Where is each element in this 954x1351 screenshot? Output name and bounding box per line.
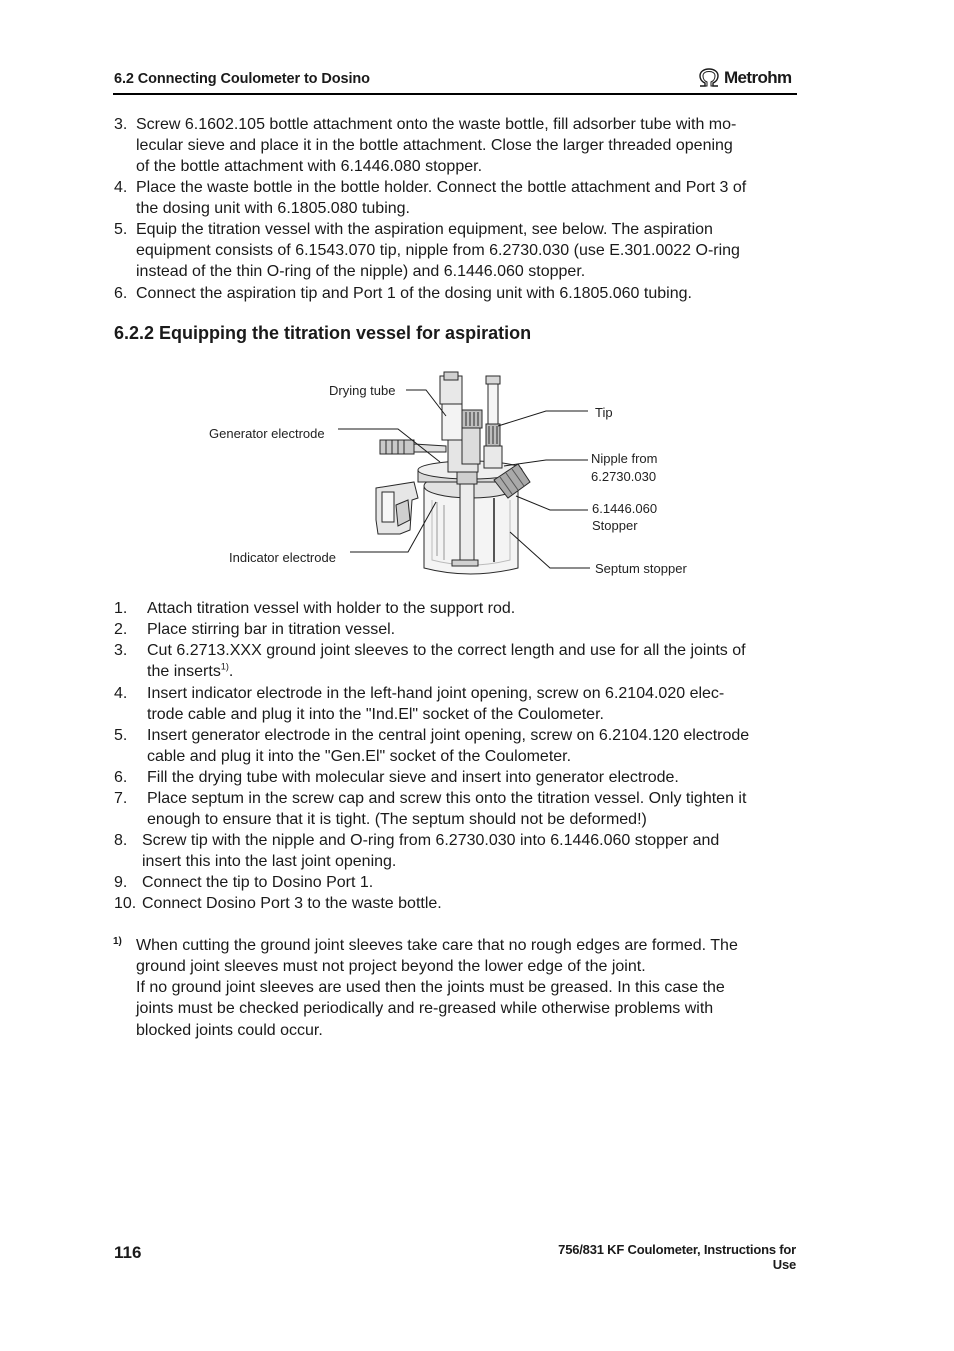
page-number: 116 bbox=[114, 1243, 142, 1262]
step-number: 5. bbox=[114, 727, 128, 744]
label-indicator-electrode: Indicator electrode bbox=[229, 550, 336, 565]
step-text-line: Place the waste bottle in the bottle holder. Connect the bottle attachment and Port 3 of bbox=[136, 179, 747, 196]
step-text-line: Place septum in the screw cap and screw this onto the titration vessel. Only tighten it bbox=[147, 790, 747, 807]
step-text-line: Cut 6.2713.XXX ground joint sleeves to the correct length and use for all the joints of bbox=[147, 642, 746, 659]
step-text-line: Insert generator electrode in the central joint opening, screw on 6.2104.120 electrode bbox=[147, 727, 750, 744]
step-number: 3. bbox=[114, 642, 128, 659]
step-text-line: of the bottle attachment with 6.1446.080 stopper. bbox=[136, 158, 483, 175]
footnote-marker: 1) bbox=[113, 936, 122, 947]
step-text-line: Screw 6.1602.105 bottle attachment onto the waste bottle, fill adsorber tube with mo- bbox=[136, 116, 737, 133]
label-nipple-line1: Nipple from bbox=[591, 451, 658, 466]
footnote-reference: 1) bbox=[220, 661, 229, 672]
step-text-segment: the inserts bbox=[147, 663, 221, 680]
footer-document-title: 756/831 KF Coulometer, Instructions for Use bbox=[558, 1242, 796, 1272]
footnote-line: When cutting the ground joint sleeves take care that no rough edges are formed. The bbox=[136, 937, 738, 954]
footnote-line: If no ground joint sleeves are used then the joints must be greased. In this case the bbox=[136, 979, 725, 996]
step-text-segment: . bbox=[228, 663, 234, 680]
label-stopper-line1: 6.1446.060 bbox=[592, 501, 658, 516]
label-stopper-line2: Stopper bbox=[592, 518, 638, 533]
section-heading: 6.2.2 Equipping the titration vessel for aspiration bbox=[114, 323, 532, 343]
step-number: 6. bbox=[114, 769, 128, 786]
step-number: 6. bbox=[114, 285, 128, 302]
step-number: 2. bbox=[114, 621, 128, 638]
step-text-line: lecular sieve and place it in the bottle attachment. Close the larger threaded opening bbox=[136, 137, 733, 154]
step-text-line: Equip the titration vessel with the aspiration equipment, see below. The aspiration bbox=[136, 221, 713, 238]
step-number: 10. bbox=[114, 895, 137, 912]
step-text-line: cable and plug it into the "Gen.El" socket of the Coulometer. bbox=[147, 748, 572, 765]
step-text-line: Connect the aspiration tip and Port 1 of the dosing unit with 6.1805.060 tubing. bbox=[136, 285, 692, 302]
step-text-line: the dosing unit with 6.1805.080 tubing. bbox=[136, 200, 410, 217]
step-text-line: Connect the tip to Dosino Port 1. bbox=[142, 874, 374, 891]
step-number: 7. bbox=[114, 790, 128, 807]
step-number: 1. bbox=[114, 600, 128, 617]
step-number: 3. bbox=[114, 116, 128, 133]
step-text-line: trode cable and plug it into the "Ind.El" socket of the Coulometer. bbox=[147, 706, 604, 723]
step-number: 9. bbox=[114, 874, 128, 891]
step-text-line: Attach titration vessel with holder to the support rod. bbox=[147, 600, 516, 617]
step-text-line: equipment consists of 6.1543.070 tip, nipple from 6.2730.030 (use E.301.0022 O-ring bbox=[136, 242, 740, 259]
step-text-line: Screw tip with the nipple and O-ring from 6.2730.030 into 6.1446.060 stopper and bbox=[142, 832, 720, 849]
label-tip: Tip bbox=[595, 405, 613, 420]
label-drying-tube: Drying tube bbox=[329, 383, 396, 398]
step-number: 4. bbox=[114, 685, 128, 702]
step-text-line bbox=[147, 661, 233, 682]
titration-vessel-illustration bbox=[0, 0, 954, 600]
running-header-title: 6.2 Connecting Coulometer to Dosino bbox=[114, 71, 370, 87]
step-text-line: insert this into the last joint opening. bbox=[142, 853, 397, 870]
step-number: 8. bbox=[114, 832, 128, 849]
footnote-line: joints must be checked periodically and re-greased while otherwise problems with bbox=[136, 1000, 714, 1017]
label-septum-stopper: Septum stopper bbox=[595, 561, 687, 576]
step-text-line: Insert indicator electrode in the left-hand joint opening, screw on 6.2104.020 elec- bbox=[147, 685, 725, 702]
footnote-line: blocked joints could occur. bbox=[136, 1022, 323, 1039]
step-number: 5. bbox=[114, 221, 128, 238]
logo-wordmark: Metrohm bbox=[724, 68, 792, 87]
step-text-line: Place stirring bar in titration vessel. bbox=[147, 621, 396, 638]
step-number: 4. bbox=[114, 179, 128, 196]
label-generator-electrode: Generator electrode bbox=[209, 426, 325, 441]
footnote-line: ground joint sleeves must not project beyond the lower edge of the joint. bbox=[136, 958, 646, 975]
step-text-line: instead of the thin O-ring of the nipple) and 6.1446.060 stopper. bbox=[136, 263, 586, 280]
label-nipple-line2: 6.2730.030 bbox=[591, 469, 657, 484]
step-text-line: Connect Dosino Port 3 to the waste bottle. bbox=[142, 895, 442, 912]
step-text-line: enough to ensure that it is tight. (The septum should not be deformed!) bbox=[147, 811, 647, 828]
step-text-line: Fill the drying tube with molecular sieve and insert into generator electrode. bbox=[147, 769, 679, 786]
